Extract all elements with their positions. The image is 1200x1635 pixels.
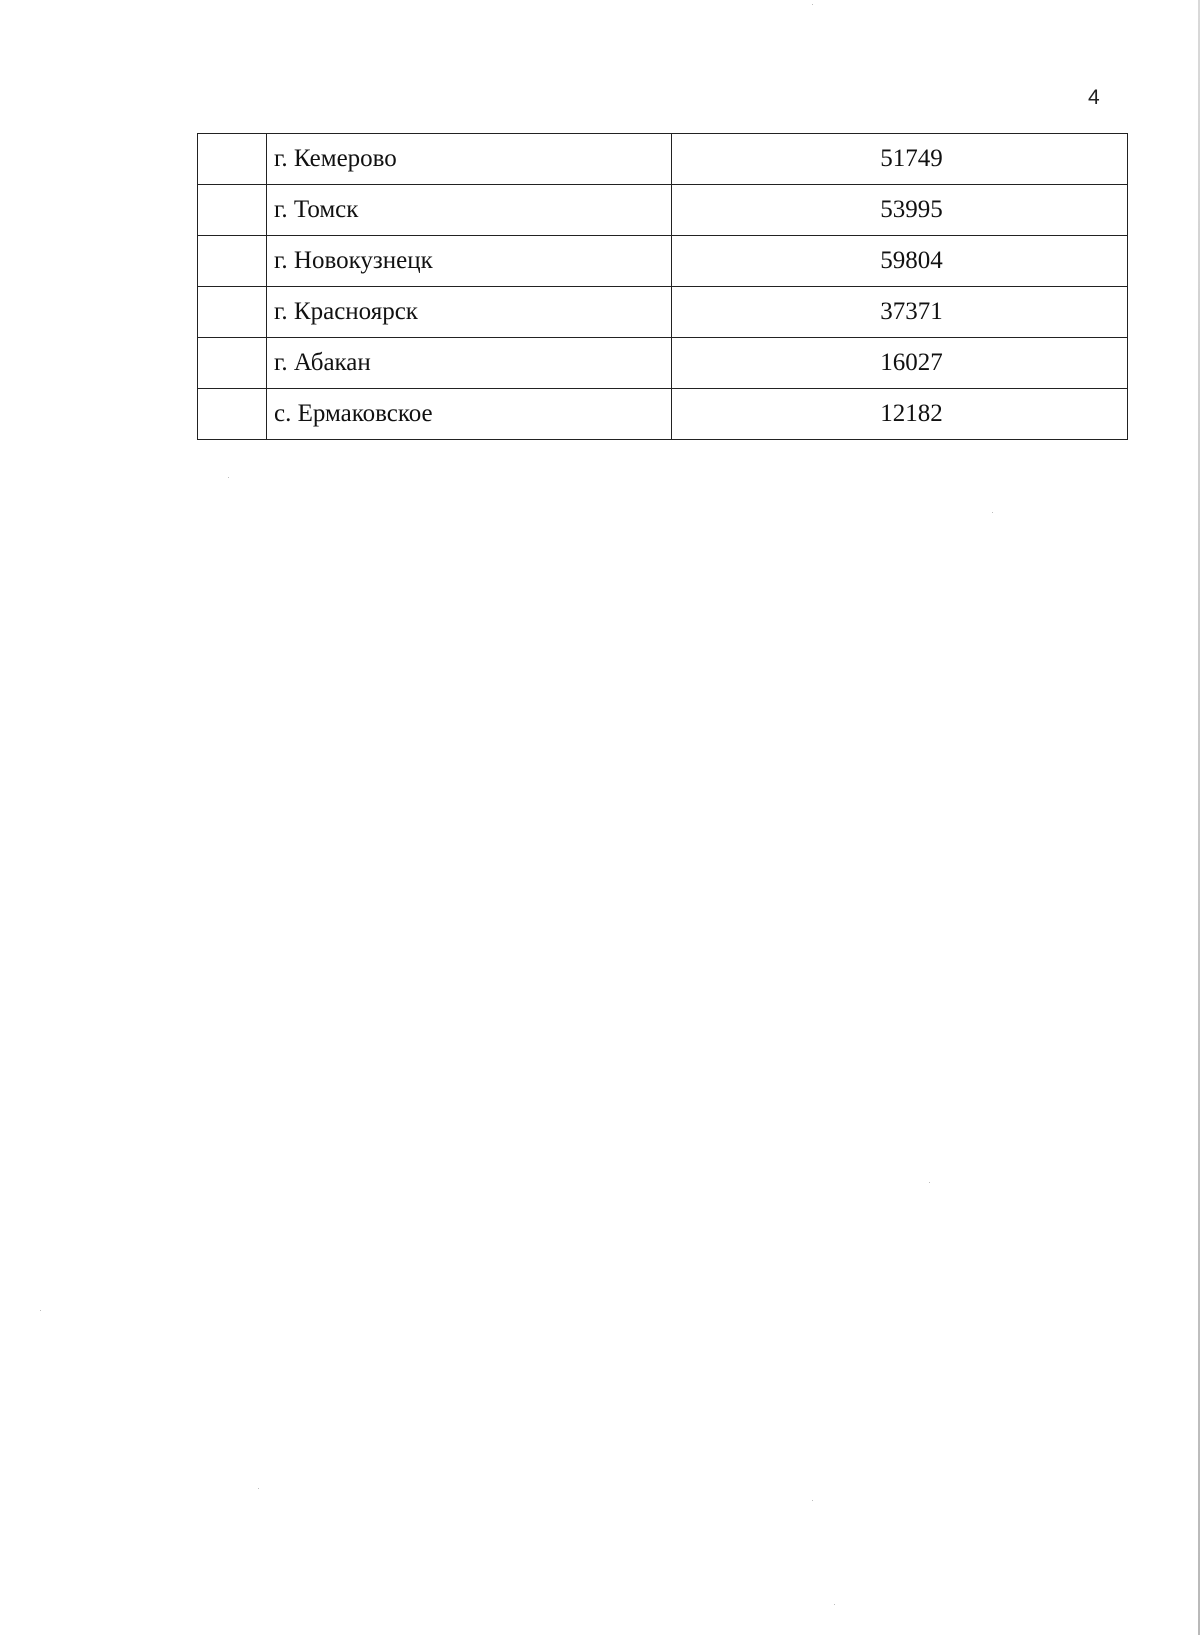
value-cell <box>672 287 1128 338</box>
row-index-cell <box>198 287 267 338</box>
value-text: 12182 <box>880 400 943 427</box>
scan-speck <box>228 477 229 478</box>
value-cell <box>672 389 1128 440</box>
page-number: 4 <box>1088 86 1100 109</box>
place-cell: с. Ермаковское <box>267 389 672 440</box>
value-text: 53995 <box>880 196 943 223</box>
table-row <box>198 236 1128 287</box>
scan-speck <box>812 1500 813 1501</box>
value-cell <box>672 134 1128 185</box>
table-row <box>198 287 1128 338</box>
place-cell: г. Красноярск <box>267 287 672 338</box>
value-text: 51749 <box>880 145 943 172</box>
value-text: 37371 <box>880 298 943 325</box>
settlements-table <box>197 133 1128 440</box>
scan-speck <box>258 1488 259 1489</box>
value-text: 59804 <box>880 247 943 274</box>
table-row <box>198 389 1128 440</box>
place-cell: г. Новокузнецк <box>267 236 672 287</box>
scan-speck <box>834 1604 835 1605</box>
row-index-cell <box>198 389 267 440</box>
scan-speck <box>812 4 813 5</box>
value-text: 16027 <box>880 349 943 376</box>
table-row <box>198 185 1128 236</box>
place-cell: г. Кемерово <box>267 134 672 185</box>
scan-speck <box>992 512 993 513</box>
value-cell <box>672 338 1128 389</box>
value-cell <box>672 236 1128 287</box>
row-index-cell <box>198 236 267 287</box>
place-cell: г. Абакан <box>267 338 672 389</box>
table-row <box>198 338 1128 389</box>
place-cell: г. Томск <box>267 185 672 236</box>
table-row <box>198 134 1128 185</box>
value-cell <box>672 185 1128 236</box>
row-index-cell <box>198 134 267 185</box>
row-index-cell <box>198 338 267 389</box>
row-index-cell <box>198 185 267 236</box>
scan-speck <box>40 1310 41 1311</box>
scan-speck <box>929 1182 930 1183</box>
